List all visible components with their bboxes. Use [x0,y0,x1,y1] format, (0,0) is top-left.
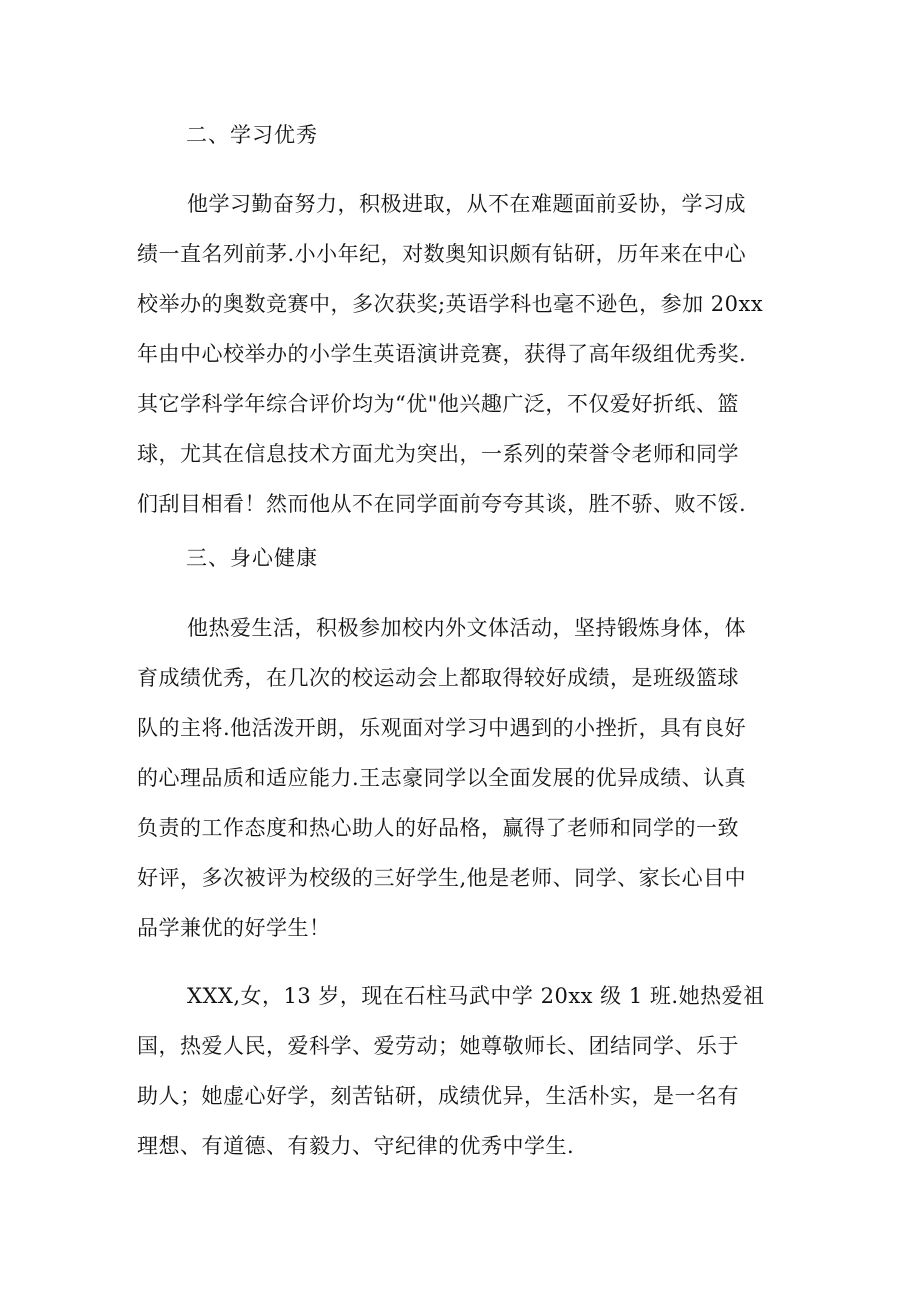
paragraph-health [137,603,787,953]
paragraph-line: 育成绩优秀，在几次的校运动会上都取得较好成绩，是班级篮球 [137,666,739,690]
paragraph-line: 队的主将.他活泼开朗，乐观面对学习中遇到的小挫折，具有良好 [137,716,747,740]
paragraph-line: XXX,女，13 岁，现在石柱马武中学 20xx 级 1 班.她热爱祖 [187,984,765,1008]
paragraph-line: 国，热爱人民，爱科学、爱劳动；她尊敬师长、团结同学、乐于 [137,1034,739,1058]
paragraph-line: 好评，多次被评为校级的三好学生,他是老师、同学、家长心目中 [137,866,747,890]
paragraph-line: 们刮目相看！然而他从不在同学面前夸夸其谈，胜不骄、败不馁. [137,492,747,516]
section-heading-health: 三、身心健康 [186,546,318,570]
paragraph-study [137,179,787,529]
section-heading-study: 二、学习优秀 [186,123,318,147]
paragraph-line: 他学习勤奋努力，积极进取，从不在难题面前妥协，学习成 [187,192,746,216]
paragraph-line: 品学兼优的好学生！ [137,916,331,940]
paragraph-line: 其它学科学年综合评价均为“优"他兴趣广泛，不仅爱好折纸、篮 [137,392,739,416]
paragraph-line: 他热爱生活，积极参加校内外文体活动，坚持锻炼身体，体 [187,616,746,640]
paragraph-line: 负责的工作态度和热心助人的好品格，赢得了老师和同学的一致 [137,816,739,840]
paragraph-line: 校举办的奥数竞赛中，多次获奖;英语学科也毫不逊色，参加 20xx [137,292,764,316]
paragraph-line: 球，尤其在信息技术方面尤为突出，一系列的荣誉令老师和同学 [137,442,739,466]
paragraph-line: 的心理品质和适应能力.王志豪同学以全面发展的优异成绩、认真 [137,766,747,790]
paragraph-line: 助人；她虚心好学，刻苦钻研，成绩优异，生活朴实，是一名有 [137,1084,739,1108]
paragraph-line: 理想、有道德、有毅力、守纪律的优秀中学生. [137,1134,575,1158]
paragraph-student-profile [137,971,787,1171]
paragraph-line: 绩一直名列前茅.小小年纪，对数奥知识颇有钻研，历年来在中心 [137,242,747,266]
paragraph-line: 年由中心校举办的小学生英语演讲竞赛，获得了高年级组优秀奖. [137,342,747,366]
